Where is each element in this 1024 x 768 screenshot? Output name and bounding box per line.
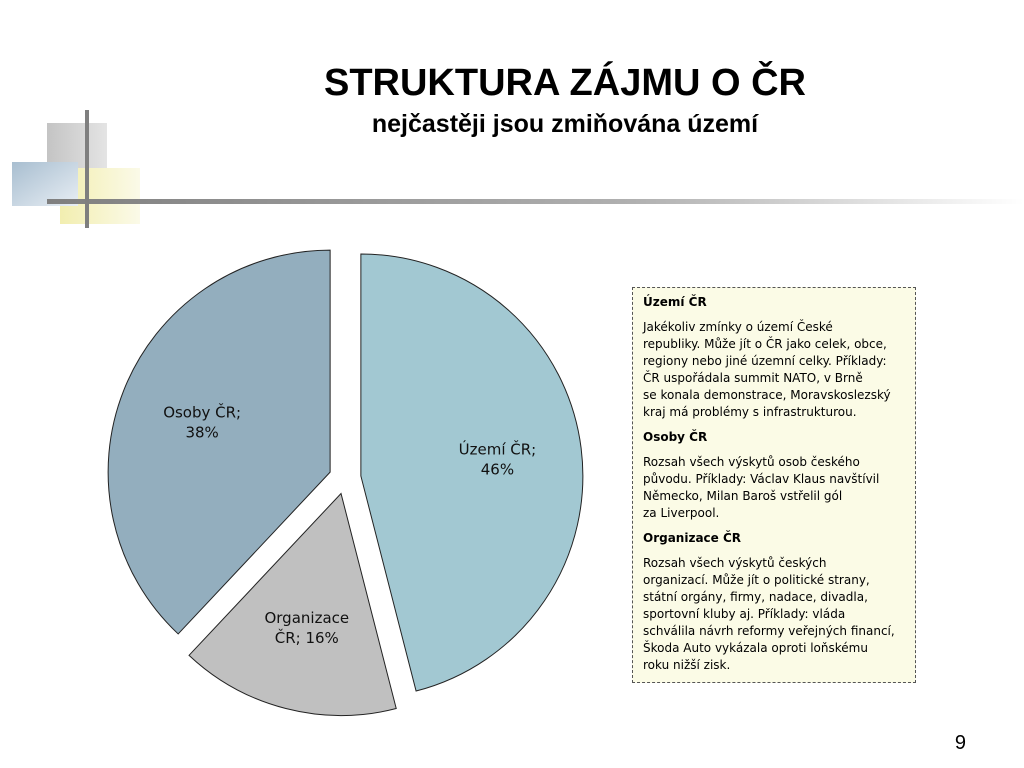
legend-item-uzemi — [643, 294, 907, 421]
label-organizace: Organizace ČR; 16% — [264, 608, 350, 647]
pie-chart — [100, 240, 600, 730]
legend-title-uzemi: Území ČR — [643, 295, 707, 309]
label-uzemi: Území ČR; 46% — [458, 440, 537, 479]
legend-title-organizace: Organizace ČR — [643, 531, 742, 545]
legend-item-organizace — [643, 530, 907, 674]
label-osoby: Osoby ČR; 38% — [163, 403, 242, 442]
slide-title: STRUKTURA ZÁJMU O ČR — [323, 62, 806, 104]
deco-vertical-line — [85, 110, 89, 228]
page-number: 9 — [954, 732, 966, 754]
legend-item-osoby — [643, 429, 907, 522]
legend-text-uzemi: Jakékoliv zmínky o území České republiky. Může jít o ČR jako celek, obce, regiony nebo jiné územní celky. Příklady: ČR uspořádala summit NATO, v Brně se konala demonstrace, Moravskoslezský kraj má problémy s infrastrukturou. — [643, 320, 891, 419]
legend-text-organizace: Rozsah všech výskytů českých organizací. Může jít o politické strany, státní orgány, firmy, nadace, divadla, sportovní kluby aj. Příklady: vláda schválila návrh reformy veřejných financí, Škoda Auto vykázala oproti loňskému roku nižší zisk. — [643, 556, 895, 672]
slice-uzemi — [361, 254, 583, 691]
legend-box — [632, 287, 916, 683]
legend-title-osoby: Osoby ČR — [643, 430, 708, 444]
slide-subtitle: nejčastěji jsou zmiňována území — [371, 110, 759, 138]
legend-text-osoby: Rozsah všech výskytů osob českého původu. Příklady: Václav Klaus navštívil Německo, Milan Baroš vstřelil gól za Liverpool. — [643, 455, 880, 520]
deco-horizontal-line — [47, 199, 1024, 204]
